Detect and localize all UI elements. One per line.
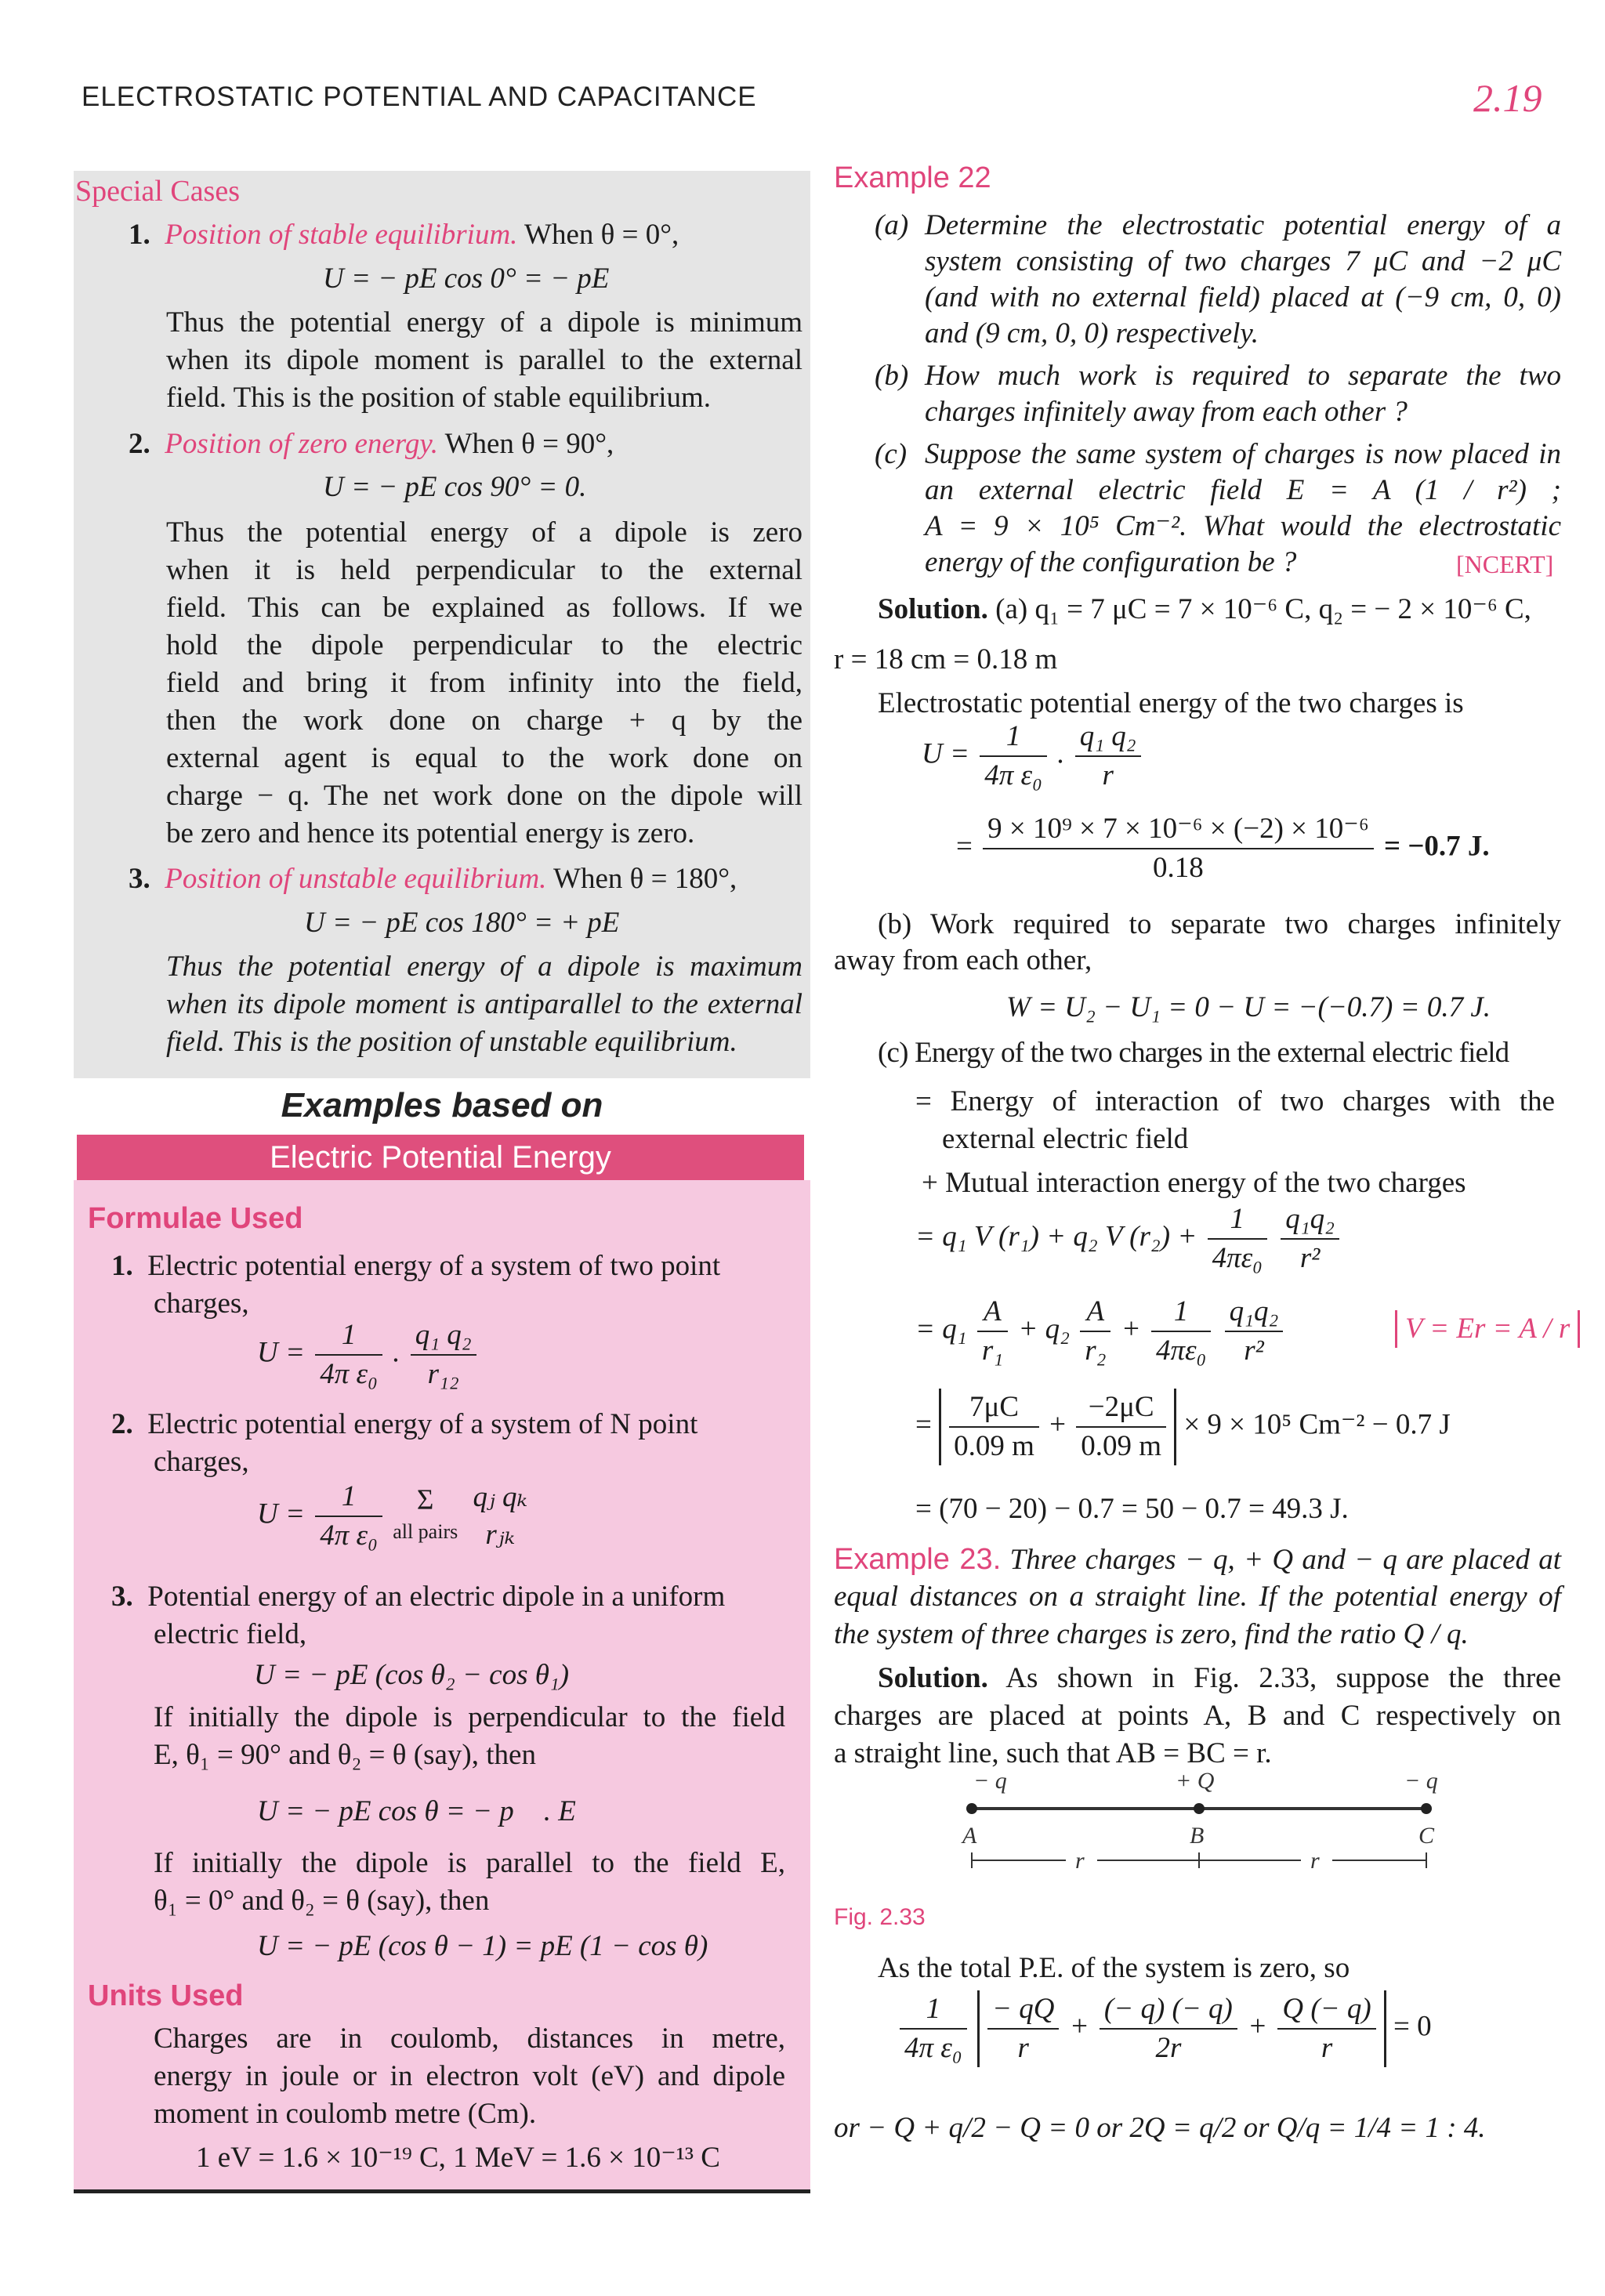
fig-point-a-dot xyxy=(966,1803,977,1814)
ex23-solution-label: Solution. xyxy=(878,1662,988,1694)
case2-text-6: then the work done on charge + q by the xyxy=(166,704,802,737)
case3-text-2: when its dipole moment is antiparallel to the external xyxy=(166,988,802,1020)
formulae-heading: Formulae Used xyxy=(88,1202,303,1235)
formula-bottom-rule xyxy=(74,2189,810,2193)
ex22-c-equation-3: = $\frac{7\mu C}{0.09 m}$ + $\frac{-2\mu C}{0.09 m}$ × 9 × 10⁵ Cm⁻² − 0.7 J xyxy=(915,1389,1451,1465)
case1-text-3: field. This is the position of stable equilibrium. xyxy=(166,382,712,414)
formula3-text-1: Potential energy of an electric dipole in a uniform xyxy=(147,1581,726,1613)
ex22-w-equation: W = U₂ − U₁ = 0 − U = −(−0.7) = 0.7 J. xyxy=(1006,991,1491,1023)
ncert-tag: [NCERT] xyxy=(1456,550,1554,578)
units-text-2: energy in joule or in electron volt (eV) and dipole xyxy=(154,2060,785,2092)
ex23-pe-line: As the total P.E. of the system is zero, so xyxy=(878,1952,1350,1984)
case2-text-7: external agent is equal to the work done on xyxy=(166,742,802,774)
ex22-b-sol-2: away from each other, xyxy=(834,944,1092,976)
case2-title: Position of zero energy. xyxy=(165,428,438,460)
fig-2-33-diagram xyxy=(925,1765,1473,1890)
fig-charge-b: + Q xyxy=(1176,1768,1215,1794)
formula1-text-2: charges, xyxy=(154,1287,249,1320)
page-number: 2.19 xyxy=(1473,76,1542,120)
ex22-c-text-2: an external electric field E = A (1 / r²) ; xyxy=(925,474,1561,506)
ex22-a-text-1: Determine the electrostatic potential energy of a xyxy=(925,209,1561,241)
example23-label: Example 23. xyxy=(834,1543,1002,1576)
ex22-c-sol-3: external electric field xyxy=(942,1123,1189,1155)
ex22-c-sol-1: (c) Energy of the two charges in the external electric field xyxy=(878,1037,1509,1069)
ex22-a-text-2: system consisting of two charges 7 μC and −2 μC xyxy=(925,245,1561,277)
formula3-text-6: θ₁ = 0° and θ₂ = θ (say), then xyxy=(154,1885,490,1917)
case1-title: Position of stable equilibrium. xyxy=(165,219,518,251)
formula2-text-1: Electric potential energy of a system of N point xyxy=(147,1408,698,1440)
case2-text-8: charge − q. The net work done on the dipole will xyxy=(166,780,802,812)
formula1-equation: U = $\frac{1}{\text{4π ε₀}}$ . $\frac{\text{q₁ q₂}}{\text{r₁₂}}$ xyxy=(257,1316,480,1393)
case1-text-2: when its dipole moment is parallel to the external xyxy=(166,344,802,376)
ex22-c-text-3: A = 9 × 10⁵ Cm⁻². What would the electrostatic xyxy=(925,510,1561,542)
case2-text-9: be zero and hence its potential energy is zero. xyxy=(166,817,695,849)
examples-banner: Electric Potential Energy xyxy=(77,1135,804,1180)
ex22-solution-label: Solution. xyxy=(878,593,988,625)
formula3-text-5: If initially the dipole is parallel to the field E, xyxy=(154,1847,785,1879)
case3-text-3: field. This is the position of unstable equilibrium. xyxy=(166,1026,737,1058)
formula1-line: 1. Electric potential energy of a system of two point xyxy=(111,1250,721,1282)
ex23-sol-3: a straight line, such that AB = BC = r. xyxy=(834,1737,1272,1769)
units-text-3: moment in coulomb metre (Cm). xyxy=(154,2098,537,2130)
ex22-c-label: (c) xyxy=(875,438,908,470)
units-text-1: Charges are in coulomb, distances in metre, xyxy=(154,2023,785,2055)
ex22-u-equation: U = $\frac{1}{\text{4π ε₀}}$ . $\frac{\text{q₁ q₂}}{r}$ xyxy=(922,718,1144,795)
case2-text-2: when it is held perpendicular to the external xyxy=(166,554,802,586)
ex22-a-text-4: and (9 cm, 0, 0) respectively. xyxy=(925,317,1259,349)
case3-line: 3. Position of unstable equilibrium. When θ = 180°, xyxy=(129,863,737,895)
ex22-b-sol-1: (b) Work required to separate two charges infinitely xyxy=(878,908,1561,940)
fig-dist-bc: r xyxy=(1310,1848,1320,1874)
ex22-a-label: (a) xyxy=(875,209,909,241)
ex22-c-sol-2: = Energy of interaction of two charges with the xyxy=(915,1085,1555,1117)
examples-title: Examples based on xyxy=(281,1086,603,1124)
formula2-text-2: charges, xyxy=(154,1446,249,1478)
case3-when: When θ = 180°, xyxy=(553,863,737,895)
case1-equation: U = − pE cos 0° = − pE xyxy=(323,263,610,295)
case3-text-1: Thus the potential energy of a dipole is maximum xyxy=(166,951,802,983)
formula3-line: 3. Potential energy of an electric dipole in a uniform xyxy=(111,1581,726,1613)
fig-point-c: C xyxy=(1418,1823,1435,1849)
ex22-c-equation-1: = q₁ V (r₁) + q₂ V (r₂) + $\frac{1}{\text{4πε₀}}$ $\frac{\text{q₁q₂}}{\text{r²}}$ xyxy=(915,1201,1342,1277)
formula3-equation-3: U = − pE (cos θ − 1) = pE (1 − cos θ) xyxy=(257,1930,708,1962)
case2-when: When θ = 90°, xyxy=(444,428,614,460)
fig-dist-ab: r xyxy=(1075,1848,1085,1874)
ex22-c-text-4: energy of the configuration be ? xyxy=(925,546,1297,578)
ex23-sol-1: Solution. As shown in Fig. 2.33, suppose the three xyxy=(878,1662,1561,1694)
formula1-text-1: Electric potential energy of a system of two point xyxy=(147,1250,721,1282)
fig-charge-a: − q xyxy=(973,1768,1007,1794)
ex22-solution-line-2: r = 18 cm = 0.18 m xyxy=(834,643,1058,675)
fig-point-b: B xyxy=(1190,1823,1205,1849)
ex22-b-text-1: How much work is required to separate the two xyxy=(925,360,1561,392)
case2-text-5: field and bring it from infinity into the field, xyxy=(166,667,802,699)
formula2-equation: U = $\frac{1}{\text{4π ε₀}}$ Σ all pairs qⱼ qₖ rⱼₖ xyxy=(257,1478,535,1555)
case2-equation: U = − pE cos 90° = 0. xyxy=(323,471,587,503)
case2-text-3: field. This can be explained as follows. If we xyxy=(166,592,802,624)
ex22-c-sol-4: + Mutual interaction energy of the two charges xyxy=(922,1167,1466,1199)
fig-caption: Fig. 2.33 xyxy=(834,1904,926,1930)
fig-point-b-dot xyxy=(1194,1803,1205,1814)
formula3-text-4: E, θ₁ = 90° and θ₂ = θ (say), then xyxy=(154,1739,536,1771)
ex23-line-2: equal distances on a straight line. If the potential energy of xyxy=(834,1581,1561,1613)
formula3-equation: U = − pE (cos θ₂ − cos θ₁) xyxy=(254,1659,570,1691)
case1-line: 1. Position of stable equilibrium. When θ = 0°, xyxy=(129,219,679,251)
ex22-u-value: = $\frac{\text{9 × 10⁹ × 7 × 10⁻⁶ × (−2) × 10⁻⁶}}{0.18}$ = −0.7 J. xyxy=(956,810,1490,887)
formula2-line: 2. Electric potential energy of a system of N point xyxy=(111,1408,698,1440)
formula3-text-3: If initially the dipole is perpendicular to the field xyxy=(154,1701,785,1733)
ex22-c-equation-4: = (70 − 20) − 0.7 = 50 − 0.7 = 49.3 J. xyxy=(915,1493,1349,1525)
case2-line: 2. Position of zero energy. When θ = 90°, xyxy=(129,428,614,460)
ex23-line-3: the system of three charges is zero, find the ratio Q / q. xyxy=(834,1618,1469,1650)
units-heading: Units Used xyxy=(88,1979,244,2012)
ex22-b-label: (b) xyxy=(875,360,909,392)
units-conversion: 1 eV = 1.6 × 10⁻¹⁹ C, 1 MeV = 1.6 × 10⁻¹³ C xyxy=(196,2142,720,2174)
example22-heading: Example 22 xyxy=(834,161,991,194)
ex22-b-text-2: charges infinitely away from each other ? xyxy=(925,396,1408,428)
ex22-c-equation-2: = q₁ $\frac{A}{\text{r₁}}$ + q₂ $\frac{A}{\text{r₂}}$ + $\frac{1}{\text{4πε₀}}$ $\frac{\text{q₁q₂}}{\text{r²}}$ xyxy=(915,1293,1286,1370)
formula3-equation-2: U = − pE cos θ = − p⃗ . E⃗ xyxy=(257,1795,599,1827)
fig-point-c-dot xyxy=(1421,1803,1432,1814)
case2-text-1: Thus the potential energy of a dipole is zero xyxy=(166,516,802,549)
formula3-text-2: electric field, xyxy=(154,1618,307,1650)
case1-when: When θ = 0°, xyxy=(524,219,679,251)
ex22-a-text-3: (and with no external field) placed at (−9 cm, 0, 0) xyxy=(925,281,1561,313)
case3-title: Position of unstable equilibrium. xyxy=(165,863,547,895)
ex22-c-text-1: Suppose the same system of charges is now placed in xyxy=(925,438,1561,470)
ex22-solution-line-1: Solution. (a) q₁ = 7 μC = 7 × 10⁻⁶ C, q₂ = − 2 × 10⁻⁶ C, xyxy=(878,593,1531,625)
ex23-line-1: Example 23. Three charges − q, + Q and − q are placed at xyxy=(834,1543,1562,1576)
special-cases-heading: Special Cases xyxy=(75,175,241,208)
case3-equation: U = − pE cos 180° = + pE xyxy=(304,907,620,939)
fig-point-a: A xyxy=(962,1823,977,1849)
case1-text-1: Thus the potential energy of a dipole is minimum xyxy=(166,306,802,339)
ex23-equation: $\frac{1}{\text{4π ε₀}}$ $\frac{- qQ}{r}$ + $\frac{(- q) (- q)}{2r}$ + $\frac{Q (- q)}{r}$ = 0 xyxy=(897,1990,1432,2067)
running-head: ELECTROSTATIC POTENTIAL AND CAPACITANCE xyxy=(82,81,757,112)
ex23-sol-2: charges are placed at points A, B and C respectively on xyxy=(834,1700,1561,1732)
ex22-solution-line-3: Electrostatic potential energy of the two charges is xyxy=(878,687,1464,719)
fig-charge-c: − q xyxy=(1404,1768,1438,1794)
ex23-final-line: or − Q + q/2 − Q = 0 or 2Q = q/2 or Q/q = 1/4 = 1 : 4. xyxy=(834,2112,1486,2144)
case2-text-4: hold the dipole perpendicular to the electric xyxy=(166,629,802,661)
ex22-side-note: V = Er = A / r xyxy=(1395,1310,1580,1348)
